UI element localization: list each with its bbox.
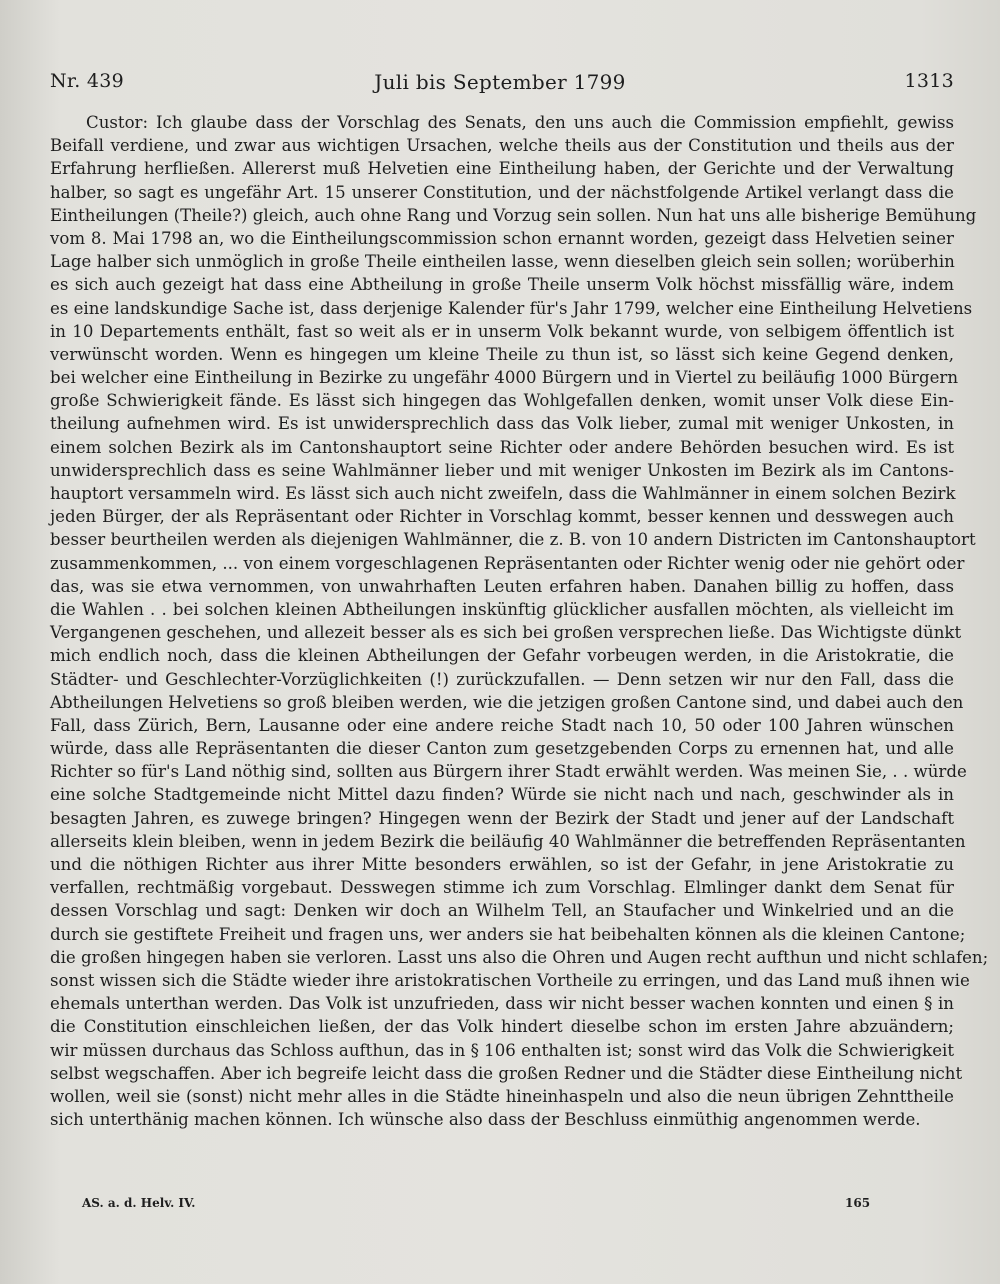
- text-line: besser beurtheilen werden als diejenigen Wahlmänner, die z. B. von 10 andern Districten im Cantonshauptort: [50, 530, 976, 550]
- text-line: ehemals unterthan werden. Das Volk ist unzufrieden, dass wir nicht besser wachen konnten und einen § in: [50, 994, 954, 1014]
- text-line: die großen hingegen haben sie verloren. Lasst uns also die Ohren und Augen recht aufthun und nicht schlafen;: [50, 947, 989, 967]
- sheet-number: 165: [845, 1196, 871, 1210]
- text-line: verwünscht worden. Wenn es hingegen um kleine Theile zu thun ist, so lässt sich keine Gegend denken,: [50, 344, 954, 364]
- text-line: eine solche Stadtgemeinde nicht Mittel dazu finden? Würde sie nicht nach und nach, geschwinder als in: [50, 785, 954, 805]
- text-line: das, was sie etwa vernommen, von unwahrhaften Leuten erfahren haben. Danahen billig zu hoffen, dass: [50, 576, 954, 596]
- text-line: in 10 Departements enthält, fast so weit als er in unserm Volk bekannt wurde, von selbigem öffentlich ist: [50, 321, 954, 341]
- text-line: sich unterthänig machen können. Ich wünsche also dass der Beschluss einmüthig angenommen werde.: [50, 1110, 921, 1130]
- text-line: die Wahlen . . bei solchen kleinen Abtheilungen inskünftig glücklicher ausfallen möchten, als vielleicht im: [50, 599, 954, 619]
- text-line: und die nöthigen Richter aus ihrer Mitte besonders erwählen, so ist der Gefahr, in jene Aristokratie zu: [50, 855, 954, 874]
- text-line: würde, dass alle Repräsentanten die dieser Canton zum gesetzgebenden Corps zu ernennen hat, und alle: [50, 739, 954, 759]
- text-line: wollen, weil sie (sonst) nicht mehr alles in die Städte hineinhaspeln und also die neun übrigen Zehnttheile: [50, 1086, 954, 1106]
- text-line: bei welcher eine Eintheilung in Bezirke zu ungefähr 4000 Bürgern und in Viertel zu beiläufig 1000 Bürgern: [50, 368, 959, 388]
- text-line: Richter so für's Land nöthig sind, sollten aus Bürgern ihrer Stadt erwählt werden. Was meinen Sie, . . würde: [50, 762, 967, 782]
- text-line: große Schwierigkeit fände. Es lässt sich hingegen das Wohlgefallen denken, womit unser Volk diese Ein-: [50, 391, 954, 411]
- text-line: durch sie gestiftete Freiheit und fragen uns, wer anders sie hat beibehalten können als die kleinen Cantone;: [50, 924, 966, 944]
- text-line: wir müssen durchaus das Schloss aufthun, das in § 106 enthalten ist; sonst wird das Volk die Schwierigkeit: [50, 1040, 954, 1060]
- text-line: Eintheilungen (Theile?) gleich, auch ohne Rang und Vorzug sein sollen. Nun hat uns alle bisherige Bemühung: [50, 205, 977, 225]
- document-number: Nr. 439: [50, 70, 125, 92]
- text-line: theilung aufnehmen wird. Es ist unwidersprechlich dass das Volk lieber, zumal mit weniger Unkosten, in: [50, 414, 954, 434]
- text-line: selbst wegschaffen. Aber ich begreife leicht dass die großen Redner und die Städter diese Eintheilung nicht: [50, 1063, 963, 1083]
- text-line: Fall, dass Zürich, Bern, Lausanne oder eine andere reiche Stadt nach 10, 50 oder 100 Jahren wünschen: [50, 715, 954, 735]
- text-line: Lage halber sich unmöglich in große Theile eintheilen lasse, wenn dieselben gleich sein sollen; worüberhin: [50, 252, 955, 272]
- text-line: Städter- und Geschlechter-Vorzüglichkeiten (!) zurückzufallen. — Denn setzen wir nur den Fall, dass die: [50, 669, 954, 689]
- text-line: verfallen, rechtmäßig vorgebaut. Desswegen stimme ich zum Vorschlag. Elmlinger dankt dem Senat für: [50, 878, 954, 898]
- text-line: vom 8. Mai 1798 an, wo die Eintheilungscommission schon ernannt worden, gezeigt dass Helvetien seiner: [50, 228, 954, 248]
- text-line: allerseits klein bleiben, wenn in jedem Bezirk die beiläufig 40 Wahlmänner die betreffenden Repräsentanten: [50, 831, 966, 851]
- text-line: die Constitution einschleichen ließen, der das Volk hindert dieselbe schon im ersten Jahre abzuändern;: [50, 1017, 954, 1037]
- text-line: Abtheilungen Helvetiens so groß bleiben werden, wie die jetzigen großen Cantone sind, und dabei auch den: [50, 692, 964, 712]
- text-line: mich endlich noch, dass die kleinen Abtheilungen der Gefahr vorbeugen werden, in die Aristokratie, die: [50, 646, 954, 666]
- page-number: 1313: [904, 70, 954, 92]
- text-line: unwidersprechlich dass es seine Wahlmänner lieber und mit weniger Unkosten im Bezirk als im Cantons-: [50, 460, 954, 480]
- text-line: zusammenkommen, ... von einem vorgeschlagenen Repräsentanten oder Richter wenig oder nie gehört oder: [50, 553, 965, 573]
- text-line: jeden Bürger, der als Repräsentant oder Richter in Vorschlag kommt, besser kennen und desswegen auch: [50, 507, 954, 527]
- text-line: es eine landskundige Sache ist, dass derjenige Kalender für's Jahr 1799, welcher eine Eintheilung Helvetiens: [50, 298, 973, 318]
- text-line: besagten Jahren, es zuwege bringen? Hingegen wenn der Bezirk der Stadt und jener auf der Landschaft: [50, 808, 954, 828]
- text-line: Erfahrung herfließen. Allererst muß Helvetien eine Eintheilung haben, der Gerichte und der Verwaltung: [50, 159, 954, 179]
- text-line: hauptort versammeln wird. Es lässt sich auch nicht zweifeln, dass die Wahlmänner in einem solchen Bezirk: [50, 484, 956, 503]
- text-line: Vergangenen geschehen, und allezeit besser als es sich bei großen versprechen ließe. Das Wichtigste dünkt: [50, 623, 962, 643]
- source-reference: AS. a. d. Helv. IV.: [82, 1196, 196, 1210]
- text-line: Beifall verdiene, und zwar aus wichtigen Ursachen, welche theils aus der Constitution und theils aus der: [50, 136, 954, 156]
- text-line: Custor: Ich glaube dass der Vorschlag des Senats, den uns auch die Commission empfiehlt, gewiss: [86, 113, 954, 132]
- text-line: es sich auch gezeigt hat dass eine Abtheilung in große Theile unserm Volk höchst missfällig wäre, indem: [50, 275, 954, 295]
- text-line: halber, so sagt es ungefähr Art. 15 unserer Constitution, und der nächstfolgende Artikel verlangt dass die: [50, 182, 954, 202]
- text-line: einem solchen Bezirk als im Cantonshauptort seine Richter oder andere Behörden besuchen wird. Es ist: [50, 437, 954, 457]
- text-line: sonst wissen sich die Städte wieder ihre aristokratischen Vortheile zu erringen, und das Land muß ihnen wie: [50, 970, 970, 990]
- text-line: dessen Vorschlag und sagt: Denken wir doch an Wilhelm Tell, an Staufacher und Winkelried und an die: [50, 901, 954, 921]
- running-title: Juli bis September 1799: [374, 70, 626, 94]
- body-paragraph: [50, 111, 989, 1131]
